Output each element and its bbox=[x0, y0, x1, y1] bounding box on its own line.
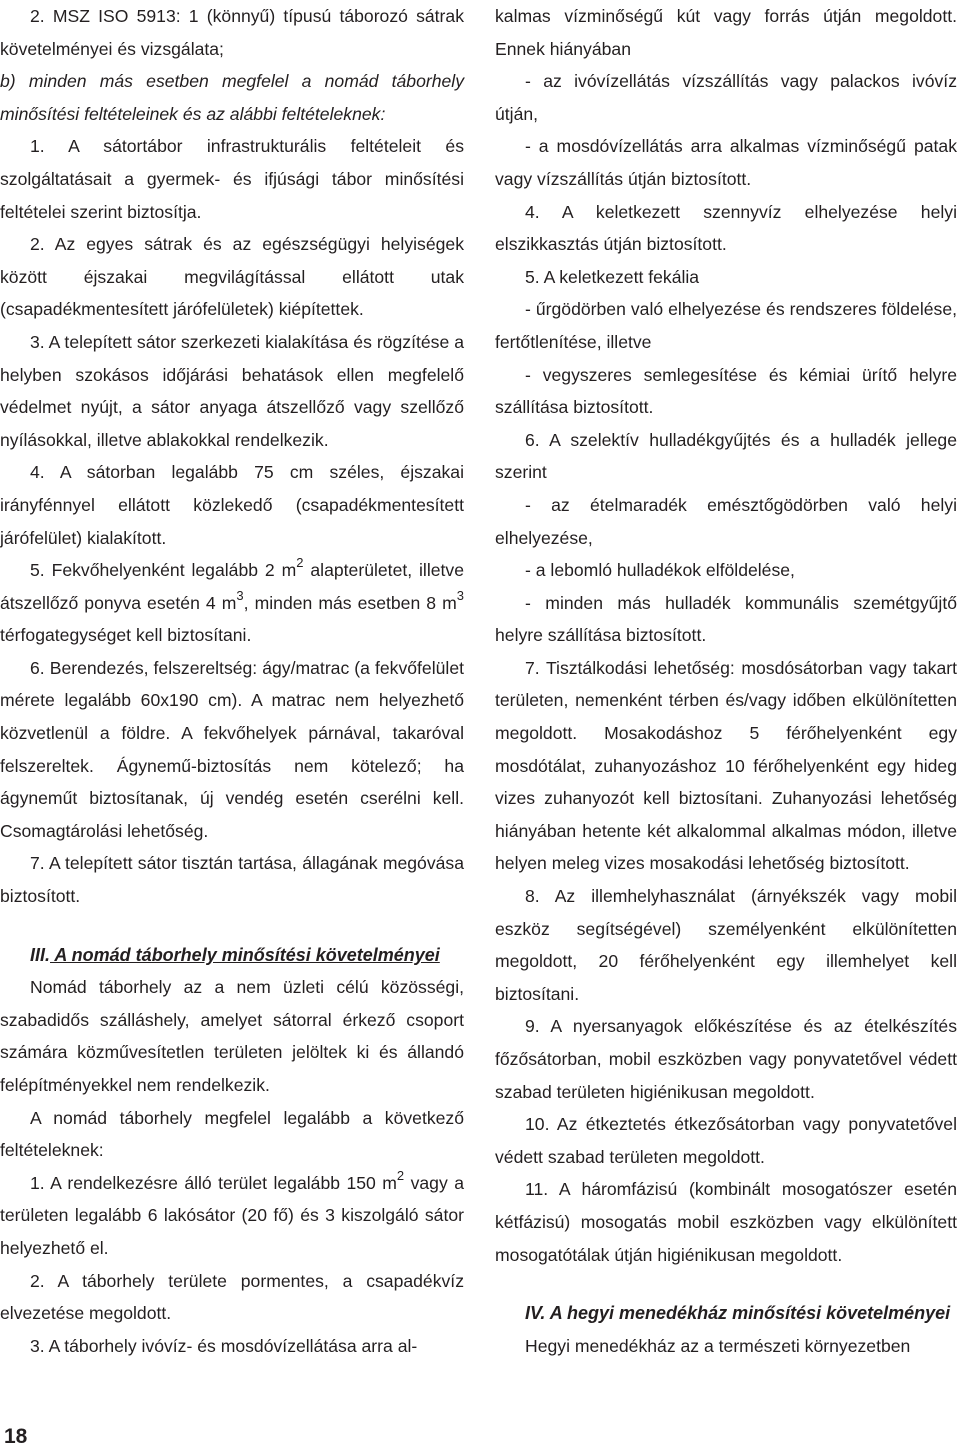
list-item: - az ételmaradék emésztőgödörben való helyi elhelyezése, bbox=[495, 494, 957, 548]
list-item: - vegyszeres semlegesítése és kémiai ürítő helyre szállítása biztosított. bbox=[495, 364, 957, 418]
superscript: 3 bbox=[236, 587, 244, 603]
paragraph: 2. A táborhely területe pormentes, a csapadékvíz elvezetése megoldott. bbox=[0, 1270, 464, 1324]
paragraph: Hegyi menedékház az a természeti környezetben bbox=[525, 1335, 911, 1356]
paragraph bbox=[0, 1167, 464, 1265]
paragraph: 7. A telepített sátor tisztán tartása, állagának megóvása biztosított. bbox=[0, 853, 464, 907]
paragraph: 11. A háromfázisú (kombinált mosogatószer esetén kétfázisú) mosogatás mobil eszközben vagy elkülönített mosogatótálak útján higiénikusan megoldott. bbox=[495, 1179, 957, 1265]
text-run: , minden más esetben 8 m bbox=[243, 592, 457, 613]
superscript: 2 bbox=[296, 555, 304, 571]
paragraph: 7. Tisztálkodási lehetőség: mosdósátorban vagy takart területen, nemenként térben és/vagy időben elkülönítetten megoldott. Mosakodáshoz 5 férőhelyenként egy mosdótálat, zuhanyozáshoz 10 férőhelyenként egy hideg vizes zuhanyozót kell biztosítani. Zuhanyozási lehetőség hiányában hetente két alkalommal alkalmas módon, illetve helyen meleg vizes mosakodási lehetőség biztosított. bbox=[495, 657, 957, 874]
text-run: 5. Fekvőhelyenként legalább 2 m bbox=[30, 560, 297, 581]
list-item: - a mosdóvízellátás arra alkalmas vízminőségű patak vagy vízszállítás útján biztosított. bbox=[495, 136, 957, 189]
paragraph: 8. Az illemhelyhasználat (árnyékszék vagy mobil eszköz segítségével) személyenként elkülönítetten megoldott, 20 férőhelyenként egy illemhelyet kell biztosítani. bbox=[495, 886, 957, 1004]
list-item: - a lebomló hulladékok elföldelése, bbox=[525, 560, 795, 581]
list-item: - minden más hulladék kommunális szemétgyűjtő helyre szállítása biztosított. bbox=[495, 592, 957, 646]
paragraph: b) minden más esetben megfelel a nomád táborhely minősítési feltételeinek és az alábbi feltételeknek: bbox=[0, 71, 464, 124]
section-heading bbox=[495, 1297, 957, 1330]
paragraph: 9. A nyersanyagok előkészítése és az ételkészítés főzősátorban, mobil eszközben vagy ponyvatetővel védett szabad területen higiénikusan megoldott. bbox=[495, 1016, 957, 1102]
section-title: A hegyi menedékház minősítési követelményei bbox=[545, 1303, 951, 1324]
text-run: térfogategységet kell biztosítani. bbox=[0, 625, 252, 646]
paragraph: 5. A keletkezett fekália bbox=[525, 266, 700, 287]
text-run: alapterületet, illetve átszellőző ponyva esetén 4 m bbox=[0, 560, 465, 613]
paragraph: 4. A sátorban legalább 75 cm széles, éjszakai irányfénnyel ellátott közlekedő (csapadékmentesített járófelület) kialakított. bbox=[0, 462, 464, 548]
paragraph: 10. Az étkeztetés étkezősátorban vagy ponyvatetővel védett szabad területen megoldott. bbox=[495, 1114, 957, 1167]
superscript: 3 bbox=[456, 587, 464, 603]
paragraph: 6. A szelektív hulladékgyűjtés és a hulladék jellege szerint bbox=[495, 429, 957, 483]
paragraph: A nomád táborhely megfelel legalább a következő feltételeknek: bbox=[0, 1107, 464, 1161]
section-heading bbox=[0, 939, 464, 972]
paragraph: 2. MSZ ISO 5913: 1 (könnyű) típusú táborozó sátrak követelményei és vizsgálata; bbox=[0, 6, 464, 59]
paragraph: 2. Az egyes sátrak és az egészségügyi helyiségek között éjszakai megvilágítással ellátott utak (csapadékmentesített járófelületek) kiépítettek. bbox=[0, 234, 464, 320]
paragraph: 3. A telepített sátor szerkezeti kialakítása és rögzítése a helyben szokásos időjárási behatások ellen megfelelő védelmet nyújt, a sátor anyaga átszellőző vagy szellőző nyílásokkal, illetve ablakokkal rendelkezik. bbox=[0, 331, 464, 450]
paragraph: 3. A táborhely ivóvíz- és mosdóvízellátása arra al- bbox=[30, 1335, 418, 1356]
paragraph: kalmas vízminőségű kút vagy forrás útján megoldott. Ennek hiányában bbox=[495, 6, 957, 59]
section-number: III. bbox=[30, 944, 51, 965]
section-title: A nomád táborhely minősítési követelményei bbox=[50, 944, 440, 965]
list-item: - az ivóvízellátás vízszállítás vagy palackos ivóvíz útján, bbox=[495, 71, 957, 124]
paragraph: 6. Berendezés, felszereltség: ágy/matrac (a fekvőfelület mérete legalább 60x190 cm). A matrac nem helyezhető közvetlenül a földre. A fekvőhelyek párnával, takaróval felszereltek. Ágynemű-biztosítás nem kötelező; ha ágyneműt biztosítanak, új vendég esetén cserélni kell. Csomagtárolási lehetőség. bbox=[0, 657, 464, 841]
paragraph bbox=[0, 554, 464, 652]
page-number: 18 bbox=[4, 1425, 28, 1448]
text-run: vagy a területen legalább 6 lakósátor (20 fő) és 3 kiszolgáló sátor helyezhető el. bbox=[0, 1172, 464, 1258]
left-column bbox=[0, 0, 464, 1362]
superscript: 2 bbox=[396, 1167, 405, 1183]
text-run: 1. A rendelkezésre álló terület legalább 150 m bbox=[30, 1172, 397, 1193]
right-column bbox=[495, 0, 957, 1362]
paragraph: 1. A sátortábor infrastrukturális feltételeit és szolgáltatásait a gyermek- és ifjúsági tábor minősítési feltételei szerint biztosítja. bbox=[0, 136, 464, 222]
list-item: - űrgödörben való elhelyezése és rendszeres földelése, fertőtlenítése, illetve bbox=[495, 299, 957, 352]
paragraph: Nomád táborhely az a nem üzleti célú közösségi, szabadidős szálláshely, amelyet sátorral érkező csoport számára közművesítetlen területen jelöltek ki és állandó felépítményekkel nem rendelkezik. bbox=[0, 977, 464, 1095]
paragraph: 4. A keletkezett szennyvíz elhelyezése helyi elszikkasztás útján biztosított. bbox=[495, 201, 957, 255]
section-number: IV. bbox=[525, 1303, 546, 1324]
